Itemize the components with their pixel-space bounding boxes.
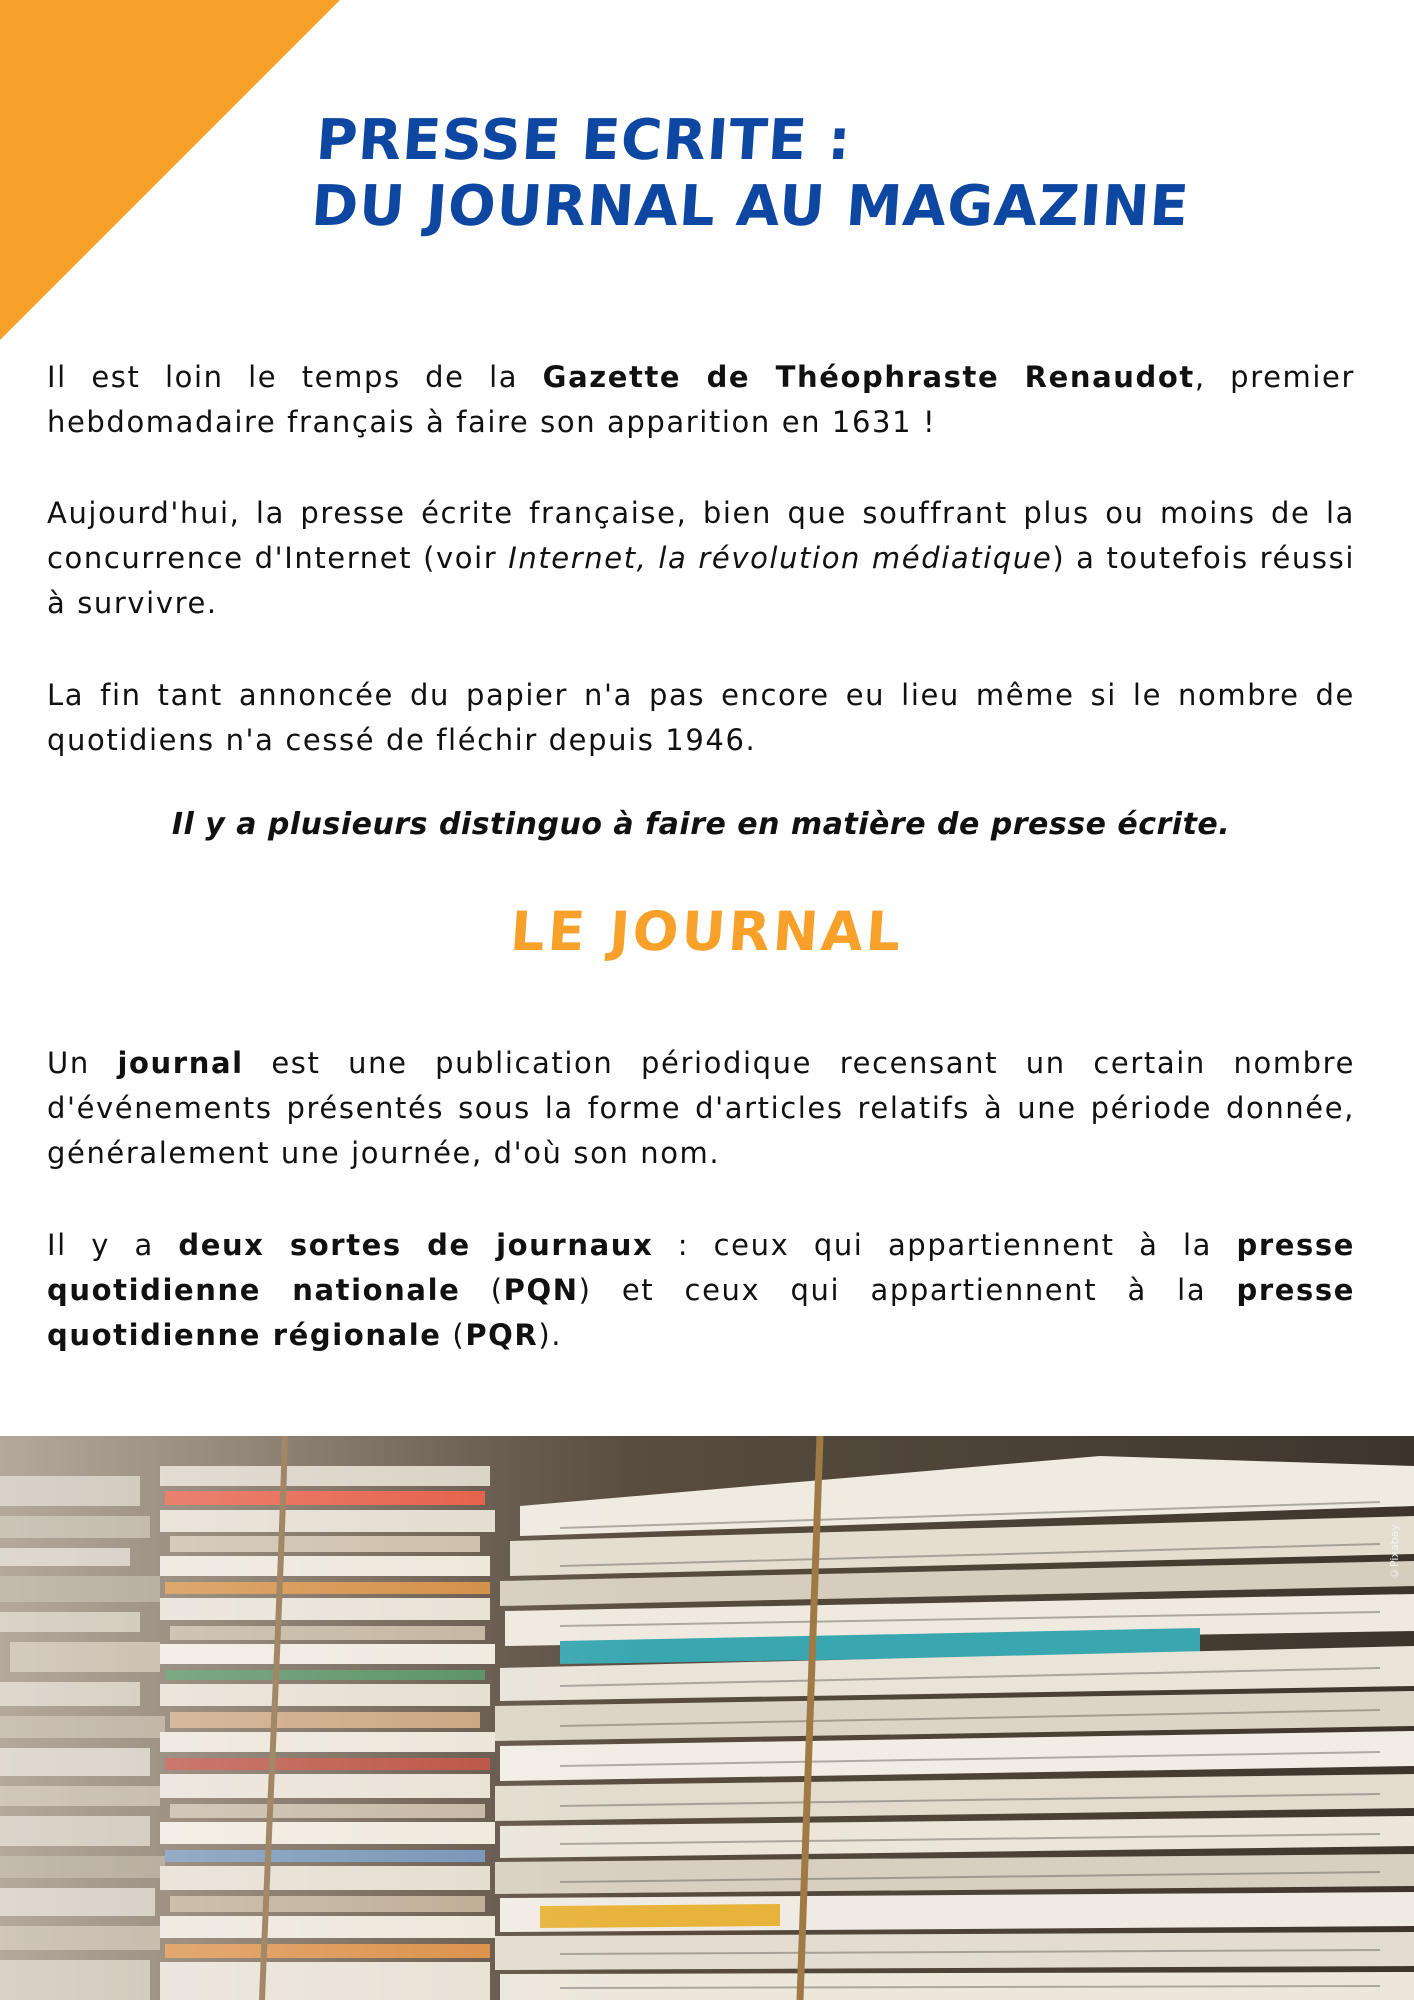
journal-term: journal (117, 1046, 244, 1080)
intro-text-1: Il est loin le temps de la (47, 360, 543, 394)
newspapers-photo (0, 1436, 1414, 2000)
p5-text-6: ). (538, 1318, 563, 1352)
pqn-term: presse quotidienne nationale (47, 1228, 1355, 1307)
two-kinds-term: deux sortes de journaux (178, 1228, 654, 1262)
pqr-term: presse quotidienne régionale (47, 1273, 1356, 1352)
page-title-line-2: DU JOURNAL AU MAGAZINE (309, 174, 1192, 239)
paper-decline-paragraph (47, 673, 1355, 763)
distinguo-statement: Il y a plusieurs distinguo à faire en matière de presse écrite. (171, 807, 1231, 842)
p5-text-3: ( (460, 1273, 504, 1307)
p5-text-4: ) et ceux qui appartiennent à la (578, 1273, 1237, 1307)
page-title (309, 108, 1196, 240)
intro-text-2: , premier hebdomadaire français à faire son apparition en 1631 ! (47, 360, 1355, 439)
newspapers-illustration (0, 1436, 1414, 2000)
gazette-name: Gazette de Théophraste Renaudot (542, 360, 1195, 394)
p5-text-1: Il y a (47, 1228, 179, 1262)
page-title-line-1: PRESSE ECRITE : (314, 108, 854, 173)
p5-text-5: ( (441, 1318, 466, 1352)
pqr-abbr: PQR (465, 1318, 539, 1352)
journal-definition-paragraph (47, 1041, 1355, 1176)
p4-text-2: est une publication périodique recensant un certain nombre d'événements présentés sous la forme d'articles relatifs à une période donnée, généralement une journée, d'où son nom. (47, 1046, 1356, 1170)
p2-text-1: Aujourd'hui, la presse écrite française, bien que souffrant plus ou moins de la concurrence d'Internet (voir (47, 496, 1355, 575)
p5-text-2: : ceux qui appartiennent à la (653, 1228, 1237, 1262)
journal-types-paragraph (47, 1223, 1355, 1358)
section-title-journal: LE JOURNAL (508, 900, 906, 963)
p3-text: La fin tant annoncée du papier n'a pas encore eu lieu même si le nombre de quotidiens n'a cessé de fléchir depuis 1946. (47, 678, 1355, 757)
photo-credit: ©Pixabay (1388, 1524, 1401, 1580)
pqn-abbr: PQN (503, 1273, 579, 1307)
internet-paragraph (47, 491, 1355, 626)
p2-text-2: ) a toutefois réussi à survivre. (47, 541, 1355, 620)
orange-corner-triangle (0, 0, 340, 340)
internet-reference-link[interactable]: Internet, la révolution médiatique (508, 541, 1053, 575)
p4-text-1: Un (47, 1046, 118, 1080)
intro-paragraph (47, 355, 1355, 445)
